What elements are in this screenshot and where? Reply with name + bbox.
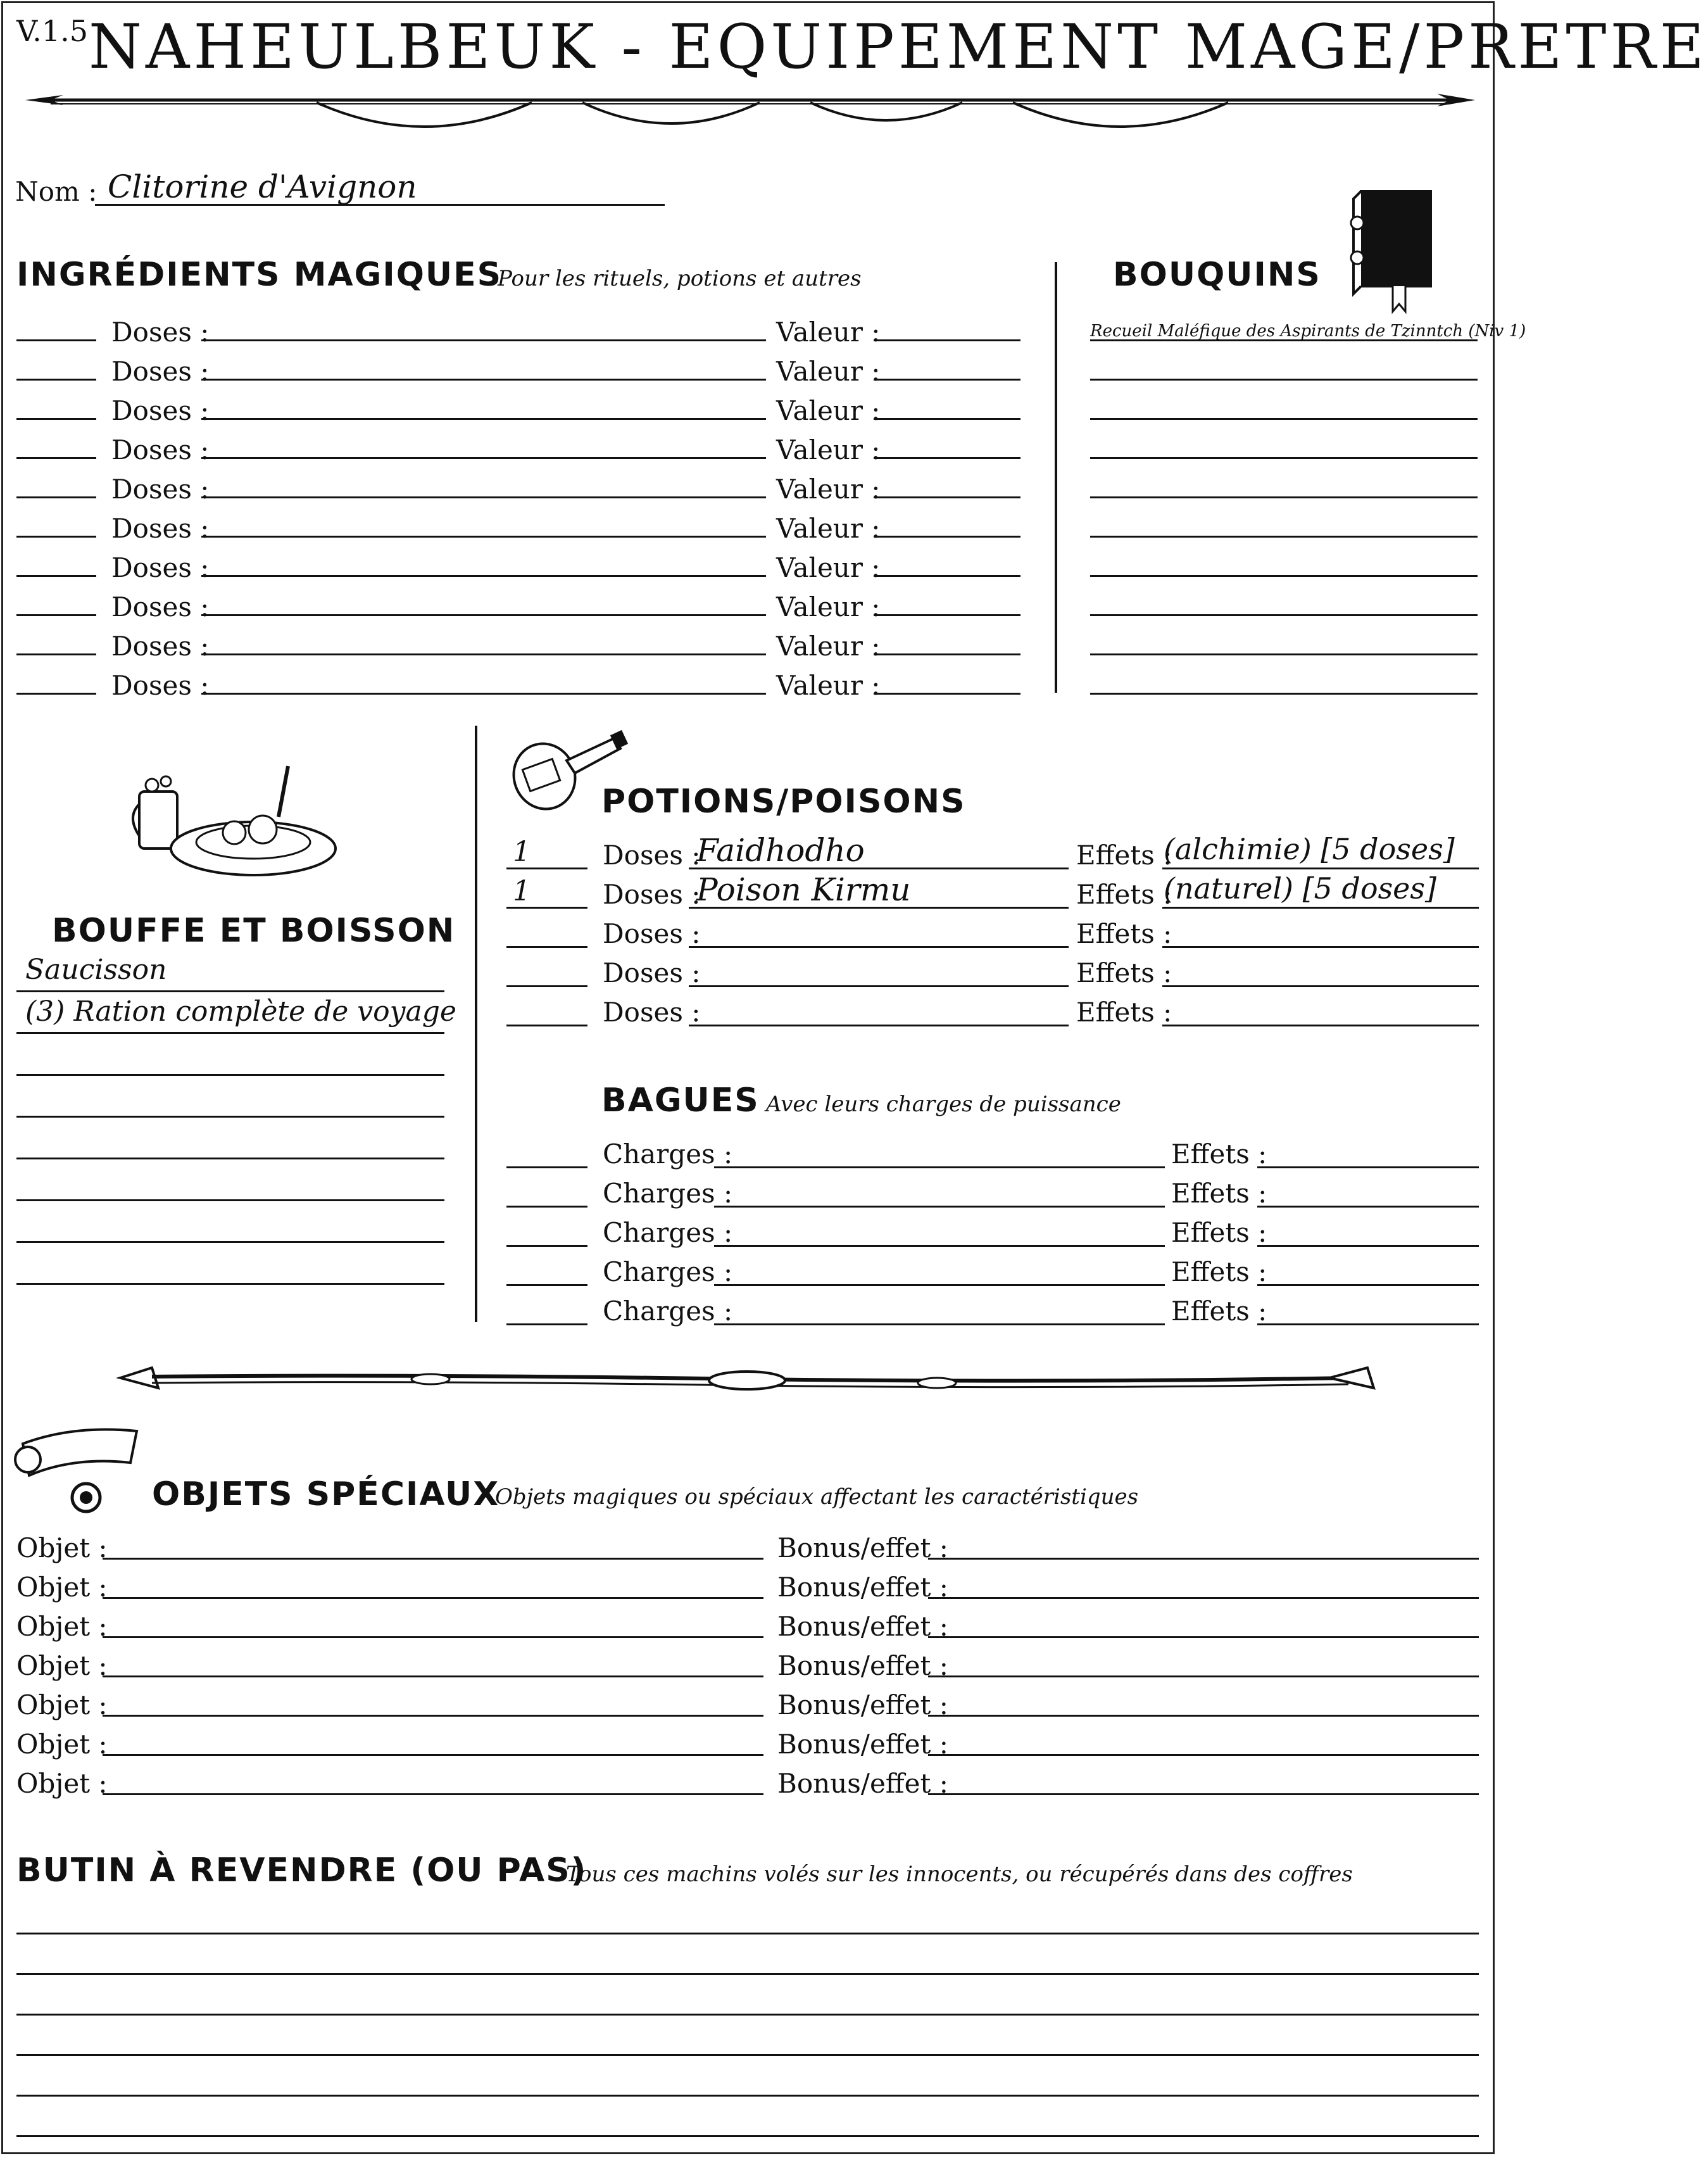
bonus-field[interactable]	[928, 1793, 1479, 1795]
ingredient-value-label: Valeur :	[776, 513, 881, 544]
object-label: Objet :	[16, 1768, 108, 1799]
ring-qty-field[interactable]	[506, 1284, 587, 1286]
ring-qty-field[interactable]	[506, 1323, 587, 1325]
ingredient-value-label: Valeur :	[776, 631, 881, 662]
ingredient-value-field[interactable]	[874, 418, 1020, 420]
bouquin-entry-line[interactable]	[1090, 693, 1478, 695]
name-underline	[95, 204, 665, 206]
ingredients-heading: INGRÉDIENTS MAGIQUES	[16, 256, 503, 294]
ingredient-value-label: Valeur :	[776, 356, 881, 387]
ring-charges-field[interactable]	[714, 1166, 1165, 1168]
potion-name-line[interactable]	[689, 868, 1069, 869]
potion-qty-line[interactable]	[506, 907, 587, 909]
ring-effects-field[interactable]	[1257, 1166, 1479, 1168]
ingredient-name-field[interactable]	[201, 496, 766, 498]
ring-effects-field[interactable]	[1257, 1206, 1479, 1208]
potion-effect-line[interactable]	[1162, 946, 1479, 948]
ring-effects-label: Effets :	[1171, 1296, 1267, 1327]
ingredient-value-label: Valeur :	[776, 434, 881, 465]
ingredient-qty-field[interactable]	[16, 614, 96, 616]
food-entry: Saucisson	[25, 954, 167, 986]
object-field[interactable]	[103, 1558, 763, 1560]
bonus-field[interactable]	[928, 1597, 1479, 1599]
ingredient-value-field[interactable]	[874, 339, 1020, 341]
ingredient-value-field[interactable]	[874, 379, 1020, 381]
food-plate-icon	[127, 754, 342, 880]
bonus-label: Bonus/effet :	[777, 1689, 948, 1720]
ingredient-value-label: Valeur :	[776, 317, 881, 348]
ingredient-qty-field[interactable]	[16, 339, 96, 341]
ingredient-qty-field[interactable]	[16, 693, 96, 695]
bonus-field[interactable]	[928, 1636, 1479, 1638]
object-label: Objet :	[16, 1572, 108, 1603]
ingredient-name-field[interactable]	[201, 379, 766, 381]
ring-charges-label: Charges :	[603, 1296, 733, 1327]
ring-qty-field[interactable]	[506, 1166, 587, 1168]
potion-qty: 1	[513, 875, 531, 907]
loot-line[interactable]	[16, 2095, 1479, 2097]
bouquin-entry-line[interactable]	[1090, 575, 1478, 577]
potions-heading: POTIONS/POISONS	[601, 783, 966, 821]
loot-line[interactable]	[16, 1933, 1479, 1934]
version-label: V.1.5	[16, 14, 88, 48]
loot-line[interactable]	[16, 2135, 1479, 2137]
potion-effects-label: Effets :	[1076, 997, 1172, 1028]
food-entry-line[interactable]	[16, 1032, 444, 1034]
ingredient-value-field[interactable]	[874, 457, 1020, 459]
ingredient-value-field[interactable]	[874, 653, 1020, 655]
rings-heading: BAGUES	[601, 1082, 760, 1120]
object-label: Objet :	[16, 1611, 108, 1642]
ring-effects-label: Effets :	[1171, 1178, 1267, 1209]
object-field[interactable]	[103, 1636, 763, 1638]
ring-charges-label: Charges :	[603, 1139, 733, 1170]
ingredient-doses-label: Doses :	[111, 513, 210, 544]
ingredient-qty-field[interactable]	[16, 457, 96, 459]
special-objects-heading: OBJETS SPÉCIAUX	[152, 1475, 500, 1513]
ingredient-name-field[interactable]	[201, 536, 766, 538]
bonus-field[interactable]	[928, 1558, 1479, 1560]
potion-qty-line[interactable]	[506, 1025, 587, 1026]
food-entry-line[interactable]	[16, 1158, 444, 1159]
object-label: Objet :	[16, 1689, 108, 1720]
object-label: Objet :	[16, 1532, 108, 1563]
bouquin-entry-line[interactable]	[1090, 379, 1478, 381]
potion-effect-line[interactable]	[1162, 1025, 1479, 1026]
bonus-label: Bonus/effet :	[777, 1650, 948, 1681]
potion-qty: 1	[513, 836, 531, 868]
potion-effect: (naturel) [5 doses]	[1164, 871, 1436, 905]
potion-doses-label: Doses :	[603, 879, 701, 910]
potion-name-line[interactable]	[689, 1025, 1069, 1026]
staff-divider-icon	[114, 1355, 1380, 1406]
potion-effect-line[interactable]	[1162, 985, 1479, 987]
ingredient-doses-label: Doses :	[111, 631, 210, 662]
potion-qty-line[interactable]	[506, 868, 587, 869]
potion-name: Faidhodho	[696, 832, 865, 869]
potion-doses-label: Doses :	[603, 997, 701, 1028]
bouquins-heading: BOUQUINS	[1113, 256, 1321, 294]
ring-charges-field[interactable]	[714, 1206, 1165, 1208]
potion-doses-label: Doses :	[603, 840, 701, 871]
bonus-label: Bonus/effet :	[777, 1572, 948, 1603]
food-divider	[475, 726, 477, 1322]
ingredient-doses-label: Doses :	[111, 591, 210, 622]
ingredient-qty-field[interactable]	[16, 496, 96, 498]
ring-effects-field[interactable]	[1257, 1245, 1479, 1247]
ingredient-doses-label: Doses :	[111, 552, 210, 583]
ring-effects-label: Effets :	[1171, 1256, 1267, 1287]
ring-charges-label: Charges :	[603, 1217, 733, 1248]
page-title: NAHEULBEUK - EQUIPEMENT MAGE/PRETRE	[89, 11, 1708, 82]
food-entry-line[interactable]	[16, 1241, 444, 1243]
ingredient-name-field[interactable]	[201, 457, 766, 459]
special-objects-subtitle: Objets magiques ou spéciaux affectant les caractéristiques	[495, 1484, 1139, 1510]
object-field[interactable]	[103, 1597, 763, 1599]
bouquin-entry-line[interactable]	[1090, 614, 1478, 616]
food-entry-line[interactable]	[16, 1283, 444, 1285]
potion-effects-label: Effets :	[1076, 918, 1172, 949]
ingredient-value-field[interactable]	[874, 536, 1020, 538]
bouquin-entry: Recueil Maléfique des Aspirants de Tzinntch (Niv 1)	[1090, 322, 1526, 341]
ingredient-value-field[interactable]	[874, 575, 1020, 577]
name-label: Nom :	[15, 176, 97, 207]
ingredient-value-label: Valeur :	[776, 591, 881, 622]
object-field[interactable]	[103, 1715, 763, 1717]
bonus-field[interactable]	[928, 1715, 1479, 1717]
ingredient-value-field[interactable]	[874, 614, 1020, 616]
ingredient-name-field[interactable]	[201, 418, 766, 420]
potion-effects-label: Effets :	[1076, 879, 1172, 910]
bouquin-entry-line[interactable]	[1090, 653, 1478, 655]
bouquin-entry-line[interactable]	[1090, 418, 1478, 420]
bonus-field[interactable]	[928, 1754, 1479, 1756]
bouquin-entry-line[interactable]	[1090, 536, 1478, 538]
ingredient-value-field[interactable]	[874, 693, 1020, 695]
bonus-label: Bonus/effet :	[777, 1729, 948, 1760]
ring-charges-field[interactable]	[714, 1245, 1165, 1247]
potion-effect-line[interactable]	[1162, 868, 1479, 869]
bouquin-entry-line[interactable]	[1090, 457, 1478, 459]
potion-qty-line[interactable]	[506, 946, 587, 948]
potion-qty-line[interactable]	[506, 985, 587, 987]
potion-doses-label: Doses :	[603, 957, 701, 988]
ring-charges-field[interactable]	[714, 1323, 1165, 1325]
potion-effects-label: Effets :	[1076, 840, 1172, 871]
spear-divider-icon	[13, 81, 1488, 138]
potion-doses-label: Doses :	[603, 918, 701, 949]
potion-name-line[interactable]	[689, 946, 1069, 948]
ingredient-doses-label: Doses :	[111, 317, 210, 348]
ingredient-doses-label: Doses :	[111, 474, 210, 505]
food-heading: BOUFFE ET BOISSON	[52, 912, 456, 950]
food-entry-line[interactable]	[16, 1074, 444, 1076]
bonus-label: Bonus/effet :	[777, 1768, 948, 1799]
ingredient-name-field[interactable]	[201, 339, 766, 341]
potion-name-line[interactable]	[689, 907, 1069, 909]
ingredient-value-label: Valeur :	[776, 552, 881, 583]
object-field[interactable]	[103, 1675, 763, 1677]
ring-qty-field[interactable]	[506, 1245, 587, 1247]
ring-effects-label: Effets :	[1171, 1139, 1267, 1170]
food-entry-line[interactable]	[16, 1116, 444, 1118]
loot-heading: BUTIN À REVENDRE (OU PAS)	[16, 1852, 587, 1890]
ingredient-doses-label: Doses :	[111, 670, 210, 701]
loot-line[interactable]	[16, 2054, 1479, 2056]
ring-charges-field[interactable]	[714, 1284, 1165, 1286]
bonus-label: Bonus/effet :	[777, 1532, 948, 1563]
ingredient-value-label: Valeur :	[776, 395, 881, 426]
ingredient-name-field[interactable]	[201, 575, 766, 577]
ingredient-qty-field[interactable]	[16, 418, 96, 420]
bouquin-entry-line[interactable]	[1090, 496, 1478, 498]
ingredient-value-field[interactable]	[874, 496, 1020, 498]
object-label: Objet :	[16, 1650, 108, 1681]
scroll-ring-icon	[16, 1418, 143, 1520]
ingredients-subtitle: Pour les rituels, potions et autres	[498, 266, 862, 291]
bouquin-entry-line[interactable]	[1090, 339, 1478, 341]
ring-effects-field[interactable]	[1257, 1323, 1479, 1325]
bonus-label: Bonus/effet :	[777, 1611, 948, 1642]
loot-line[interactable]	[16, 1973, 1479, 1975]
rings-subtitle: Avec leurs charges de puissance	[766, 1092, 1121, 1117]
ingredient-doses-label: Doses :	[111, 356, 210, 387]
ingredient-doses-label: Doses :	[111, 395, 210, 426]
name-field[interactable]: Clitorine d'Avignon	[108, 168, 417, 205]
potion-effect: (alchimie) [5 doses]	[1164, 832, 1455, 866]
potion-effects-label: Effets :	[1076, 957, 1172, 988]
ring-effects-label: Effets :	[1171, 1217, 1267, 1248]
ring-qty-field[interactable]	[506, 1206, 587, 1208]
ingredient-name-field[interactable]	[201, 653, 766, 655]
ring-charges-label: Charges :	[603, 1256, 733, 1287]
food-entry: (3) Ration complète de voyage	[25, 995, 456, 1028]
object-field[interactable]	[103, 1793, 763, 1795]
ingredient-value-label: Valeur :	[776, 670, 881, 701]
ingredient-value-label: Valeur :	[776, 474, 881, 505]
potion-name: Poison Kirmu	[696, 871, 911, 908]
book-icon	[1348, 185, 1443, 318]
bouquins-divider	[1055, 262, 1057, 693]
loot-line[interactable]	[16, 2014, 1479, 2016]
object-label: Objet :	[16, 1729, 108, 1760]
ingredient-qty-field[interactable]	[16, 653, 96, 655]
food-entry-line[interactable]	[16, 1199, 444, 1201]
bonus-field[interactable]	[928, 1675, 1479, 1677]
ring-effects-field[interactable]	[1257, 1284, 1479, 1286]
potion-name-line[interactable]	[689, 985, 1069, 987]
ingredient-name-field[interactable]	[201, 693, 766, 695]
ingredient-doses-label: Doses :	[111, 434, 210, 465]
ingredient-qty-field[interactable]	[16, 536, 96, 538]
food-entry-line[interactable]	[16, 990, 444, 992]
ingredient-name-field[interactable]	[201, 614, 766, 616]
ring-charges-label: Charges :	[603, 1178, 733, 1209]
ingredient-qty-field[interactable]	[16, 575, 96, 577]
loot-subtitle: Tous ces machins volés sur les innocents, ou récupérés dans des coffres	[566, 1862, 1353, 1887]
potion-effect-line[interactable]	[1162, 907, 1479, 909]
ingredient-qty-field[interactable]	[16, 379, 96, 381]
object-field[interactable]	[103, 1754, 763, 1756]
